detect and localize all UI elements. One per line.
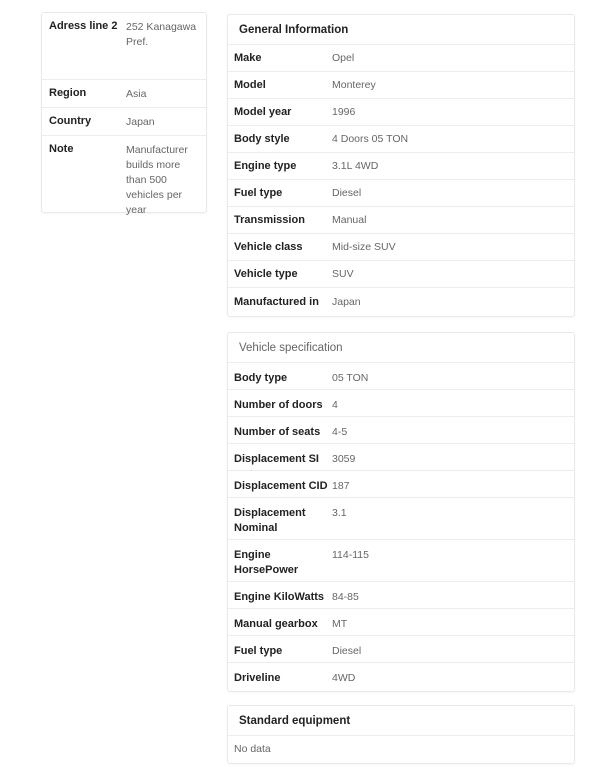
region-label: Region [49,87,87,99]
vehicle-class-value: Mid-size SUV [332,241,396,253]
standard-equipment-title: Standard equipment [228,706,574,736]
model-row [228,72,574,99]
number-of-seats-value: 4-5 [332,426,348,438]
manufactured-in-label: Manufactured in [234,295,319,308]
body-style-value: 4 Doors 05 TON [332,133,409,145]
manufactured-in-value: Japan [332,295,361,308]
note-label: Note [49,143,74,155]
number-of-doors-row [228,390,574,417]
vehicle-type-label: Vehicle type [234,268,298,280]
displacement-cid-row [228,471,574,498]
driveline-value: 4WD [332,672,356,684]
manual-gearbox-value: MT [332,618,348,630]
fuel-type-row [228,180,574,207]
manufactured-in-row [228,288,574,315]
engine-kilowatts-label: Engine KiloWatts [234,591,325,603]
displacement-cid-label: Displacement CID [234,480,328,492]
engine-horsepower-value: 114-115 [332,549,369,561]
spec-fuel-type-row [228,636,574,663]
number-of-doors-value: 4 [332,399,338,411]
displacement-si-label: Displacement SI [234,453,319,465]
transmission-value: Manual [332,214,367,226]
engine-horsepower-label: Engine HorsePower [234,549,299,576]
vehicle-specification-card [227,332,575,692]
note-value: Manufacturer builds more than 500 vehicles per year [126,144,188,216]
general-information-title: General Information [228,15,574,45]
driveline-row [228,663,574,690]
engine-type-label: Engine type [234,160,297,172]
note-row [42,136,206,219]
engine-type-row [228,153,574,180]
make-label: Make [234,52,262,64]
location-info-card [41,12,207,216]
fuel-type-value: Diesel [332,187,362,199]
make-value: Opel [332,52,355,64]
address-label: Adress line 2 [49,20,118,32]
region-value: Asia [126,88,147,100]
vehicle-class-label: Vehicle class [234,241,303,253]
body-style-row [228,126,574,153]
body-type-value: 05 TON [332,372,369,384]
no-data-text: No data [234,743,271,755]
spec-fuel-type-label: Fuel type [234,645,283,657]
standard-equipment-card [227,705,575,764]
model-label: Model [234,79,266,91]
displacement-nominal-row [228,498,574,540]
vehicle-type-row [228,261,574,288]
engine-horsepower-row [228,540,574,582]
engine-kilowatts-value: 84-85 [332,591,359,603]
vehicle-specification-title: Vehicle specification [228,333,574,363]
displacement-nominal-value: 3.1 [332,507,347,519]
spec-fuel-type-value: Diesel [332,645,362,657]
driveline-label: Driveline [234,672,281,684]
vehicle-class-row [228,234,574,261]
make-row [228,45,574,72]
model-year-row [228,99,574,126]
displacement-cid-value: 187 [332,480,350,492]
displacement-si-row [228,444,574,471]
displacement-si-value: 3059 [332,453,356,465]
country-label: Country [49,115,92,127]
vehicle-type-value: SUV [332,268,354,280]
region-row [42,80,206,108]
engine-kilowatts-row [228,582,574,609]
number-of-doors-label: Number of doors [234,399,323,411]
model-year-value: 1996 [332,106,356,118]
general-information-card [227,14,575,317]
manual-gearbox-row [228,609,574,636]
model-value: Monterey [332,79,376,91]
manual-gearbox-label: Manual gearbox [234,618,318,630]
address-row [42,13,206,80]
model-year-label: Model year [234,106,292,118]
number-of-seats-row [228,417,574,444]
body-type-row [228,363,574,390]
address-value: 252 Kanagawa Pref. [126,21,197,48]
country-value: Japan [126,116,155,128]
number-of-seats-label: Number of seats [234,426,321,438]
body-type-label: Body type [234,372,288,384]
body-style-label: Body style [234,133,290,145]
transmission-label: Transmission [234,214,305,226]
transmission-row [228,207,574,234]
country-row [42,108,206,136]
fuel-type-label: Fuel type [234,187,283,199]
engine-type-value: 3.1L 4WD [332,160,379,172]
displacement-nominal-label: Displacement Nominal [234,507,306,534]
